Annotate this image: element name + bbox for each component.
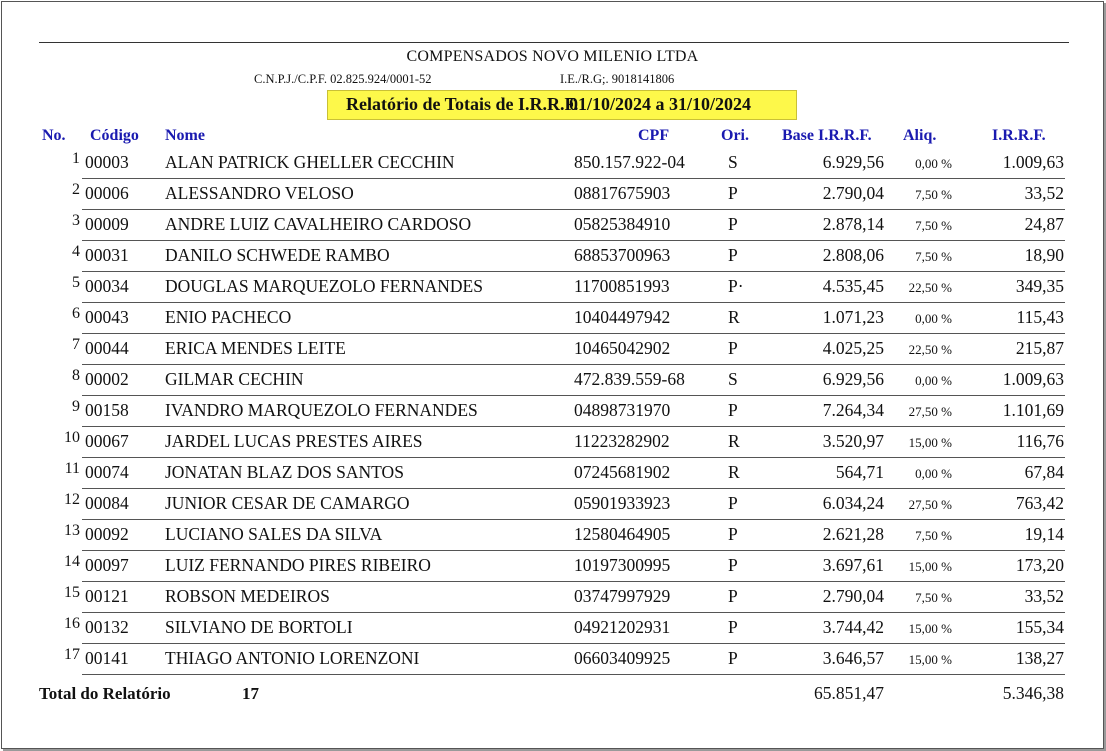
- cell-cpf: 11700851993: [574, 276, 670, 296]
- cell-base: 3.646,57: [822, 648, 884, 668]
- cell-codigo: 00006: [85, 183, 129, 203]
- table-row: [2, 334, 1103, 365]
- cell-cpf: 08817675903: [574, 183, 671, 203]
- table-row: [2, 241, 1103, 272]
- header-ori: Ori.: [721, 127, 749, 144]
- employee-table: [2, 148, 1103, 675]
- cell-no: 7: [72, 336, 80, 353]
- cell-codigo: 00043: [85, 307, 129, 327]
- cell-aliq: 7,50 %: [915, 218, 952, 233]
- cell-no: 15: [64, 584, 80, 601]
- table-row: [2, 489, 1103, 520]
- cell-irrf: 115,43: [1016, 307, 1064, 327]
- cell-irrf: 33,52: [1024, 183, 1064, 203]
- cell-codigo: 00031: [85, 245, 129, 265]
- cell-cpf: 12580464905: [574, 524, 671, 544]
- table-row: [2, 210, 1103, 241]
- cell-aliq: 27,50 %: [908, 404, 952, 419]
- cell-irrf: 215,87: [1015, 338, 1064, 358]
- cell-ori: P: [728, 183, 738, 203]
- cell-nome: LUCIANO SALES DA SILVA: [165, 524, 383, 544]
- cell-nome: IVANDRO MARQUEZOLO FERNANDES: [165, 400, 478, 420]
- total-irrf: 5.346,38: [1002, 683, 1064, 703]
- cnpj-line: C.N.P.J./C.P.F. 02.825.924/0001-52: [254, 72, 432, 86]
- total-base: 65.851,47: [814, 683, 884, 703]
- cell-aliq: 0,00 %: [915, 466, 952, 481]
- cell-ori: R: [728, 462, 740, 482]
- table-row: [2, 179, 1103, 210]
- table-row: [2, 427, 1103, 458]
- cell-base: 4.025,25: [822, 338, 884, 358]
- table-row: [2, 458, 1103, 489]
- cell-base: 4.535,45: [822, 276, 884, 296]
- table-row: [2, 365, 1103, 396]
- cell-ori: P: [728, 524, 738, 544]
- cell-aliq: 15,00 %: [908, 559, 952, 574]
- cell-aliq: 15,00 %: [908, 652, 952, 667]
- cell-base: 2.808,06: [822, 245, 884, 265]
- cell-nome: JONATAN BLAZ DOS SANTOS: [165, 462, 404, 482]
- cell-cpf: 68853700963: [574, 245, 671, 265]
- cell-no: 5: [72, 274, 80, 291]
- table-row: [2, 148, 1103, 179]
- cell-cpf: 06603409925: [574, 648, 671, 668]
- cell-no: 10: [64, 429, 80, 446]
- cell-irrf: 67,84: [1024, 462, 1064, 482]
- cell-codigo: 00002: [85, 369, 129, 389]
- cell-base: 1.071,23: [822, 307, 884, 327]
- cell-aliq: 15,00 %: [908, 435, 952, 450]
- cell-cpf: 07245681902: [574, 462, 671, 482]
- cell-codigo: 00044: [85, 338, 129, 358]
- table-row: [2, 582, 1103, 613]
- cell-cpf: 850.157.922-04: [574, 152, 685, 172]
- cell-nome: ROBSON MEDEIROS: [165, 586, 330, 606]
- cell-irrf: 173,20: [1015, 555, 1064, 575]
- cell-irrf: 155,34: [1015, 617, 1064, 637]
- cell-no: 16: [64, 615, 80, 632]
- cell-base: 6.034,24: [822, 493, 884, 513]
- cell-aliq: 7,50 %: [915, 590, 952, 605]
- cell-nome: GILMAR CECHIN: [165, 369, 304, 389]
- cell-irrf: 18,90: [1024, 245, 1064, 265]
- cell-base: 3.520,97: [822, 431, 884, 451]
- cell-base: 564,71: [835, 462, 884, 482]
- cell-no: 3: [72, 212, 80, 229]
- cell-cpf: 05825384910: [574, 214, 671, 234]
- table-row: [2, 644, 1103, 675]
- cell-codigo: 00141: [85, 648, 129, 668]
- cell-ori: P: [728, 214, 738, 234]
- cell-codigo: 00084: [85, 493, 129, 513]
- cell-ori: P: [728, 555, 738, 575]
- table-row: [2, 303, 1103, 334]
- cell-ori: S: [728, 369, 738, 389]
- cell-irrf: 763,42: [1015, 493, 1064, 513]
- cell-aliq: 0,00 %: [915, 373, 952, 388]
- cell-aliq: 7,50 %: [915, 249, 952, 264]
- cell-irrf: 349,35: [1015, 276, 1064, 296]
- table-row: [2, 520, 1103, 551]
- header-aliq: Aliq.: [903, 127, 937, 144]
- cell-ori: R: [728, 431, 740, 451]
- cell-aliq: 7,50 %: [915, 187, 952, 202]
- cell-codigo: 00034: [85, 276, 129, 296]
- cell-nome: DANILO SCHWEDE RAMBO: [165, 245, 390, 265]
- cell-base: 3.697,61: [822, 555, 884, 575]
- cell-nome: ALESSANDRO VELOSO: [165, 183, 354, 203]
- cell-irrf: 1.009,63: [1002, 369, 1064, 389]
- cell-base: 2.790,04: [822, 586, 884, 606]
- cell-codigo: 00092: [85, 524, 129, 544]
- cell-cpf: 10465042902: [574, 338, 671, 358]
- cell-irrf: 1.009,63: [1002, 152, 1064, 172]
- cell-irrf: 19,14: [1024, 524, 1064, 544]
- cell-aliq: 0,00 %: [915, 156, 952, 171]
- cell-base: 2.621,28: [822, 524, 884, 544]
- top-rule: [39, 42, 1069, 43]
- cell-cpf: 05901933923: [574, 493, 671, 513]
- cell-ori: P: [728, 245, 738, 265]
- cell-no: 12: [64, 491, 80, 508]
- cell-aliq: 0,00 %: [915, 311, 952, 326]
- cell-codigo: 00003: [85, 152, 129, 172]
- cell-codigo: 00121: [85, 586, 129, 606]
- company-name: COMPENSADOS NOVO MILENIO LTDA: [406, 48, 699, 65]
- cell-no: 13: [64, 522, 80, 539]
- header-cpf: CPF: [638, 127, 670, 144]
- cell-base: 2.790,04: [822, 183, 884, 203]
- row-divider: [82, 674, 1065, 675]
- cell-codigo: 00132: [85, 617, 129, 637]
- cell-nome: JUNIOR CESAR DE CAMARGO: [165, 493, 410, 513]
- cell-irrf: 24,87: [1024, 214, 1064, 234]
- cell-ori: P: [728, 338, 738, 358]
- cell-nome: ALAN PATRICK GHELLER CECCHIN: [165, 152, 455, 172]
- cell-base: 3.744,42: [822, 617, 884, 637]
- cell-aliq: 22,50 %: [908, 280, 952, 295]
- cell-cpf: 10197300995: [574, 555, 671, 575]
- cell-nome: LUIZ FERNANDO PIRES RIBEIRO: [165, 555, 431, 575]
- cell-nome: THIAGO ANTONIO LORENZONI: [165, 648, 420, 668]
- cell-ori: P: [728, 493, 738, 513]
- cell-no: 2: [72, 181, 80, 198]
- cell-codigo: 00158: [85, 400, 129, 420]
- cell-codigo: 00067: [85, 431, 129, 451]
- cell-aliq: 27,50 %: [908, 497, 952, 512]
- cell-nome: ENIO PACHECO: [165, 307, 292, 327]
- cell-aliq: 7,50 %: [915, 528, 952, 543]
- cell-cpf: 11223282902: [574, 431, 670, 451]
- cell-base: 6.929,56: [822, 369, 884, 389]
- cell-nome: SILVIANO DE BORTOLI: [165, 617, 353, 637]
- cell-nome: DOUGLAS MARQUEZOLO FERNANDES: [165, 276, 483, 296]
- cell-cpf: 10404497942: [574, 307, 671, 327]
- cell-base: 7.264,34: [822, 400, 884, 420]
- cell-ori: S: [728, 152, 738, 172]
- cell-ori: P·: [728, 276, 744, 296]
- table-row: [2, 396, 1103, 427]
- cell-nome: ERICA MENDES LEITE: [165, 338, 346, 358]
- cell-base: 6.929,56: [822, 152, 884, 172]
- cell-no: 1: [72, 150, 80, 167]
- header-base: Base I.R.R.F.: [782, 127, 872, 144]
- cell-no: 6: [72, 305, 80, 322]
- total-label: Total do Relatório: [39, 684, 171, 703]
- cell-no: 8: [72, 367, 80, 384]
- header-nome: Nome: [165, 127, 205, 144]
- header-irrf: I.R.R.F.: [992, 127, 1046, 144]
- cell-cpf: 03747997929: [574, 586, 671, 606]
- cell-aliq: 15,00 %: [908, 621, 952, 636]
- cell-no: 4: [72, 243, 80, 260]
- cell-irrf: 33,52: [1024, 586, 1064, 606]
- cell-ori: R: [728, 307, 740, 327]
- cell-irrf: 116,76: [1016, 431, 1064, 451]
- header-no: No.: [42, 127, 66, 144]
- cell-irrf: 1.101,69: [1002, 400, 1064, 420]
- table-row: [2, 272, 1103, 303]
- cell-ori: P: [728, 400, 738, 420]
- report-page: [1, 1, 1104, 749]
- cell-nome: ANDRE LUIZ CAVALHEIRO CARDOSO: [165, 214, 472, 234]
- cell-cpf: 04921202931: [574, 617, 671, 637]
- cell-nome: JARDEL LUCAS PRESTES AIRES: [165, 431, 423, 451]
- cell-codigo: 00009: [85, 214, 129, 234]
- header-codigo: Código: [90, 127, 139, 144]
- report-title: Relatório de Totais de I.R.R.F.: [346, 94, 579, 114]
- cell-ori: P: [728, 586, 738, 606]
- cell-ori: P: [728, 648, 738, 668]
- cell-irrf: 138,27: [1015, 648, 1064, 668]
- cell-no: 11: [64, 460, 80, 477]
- cell-cpf: 04898731970: [574, 400, 671, 420]
- cell-no: 9: [72, 398, 80, 415]
- report-period: 01/10/2024 a 31/10/2024: [569, 94, 752, 114]
- table-row: [2, 613, 1103, 644]
- cell-aliq: 22,50 %: [908, 342, 952, 357]
- cell-codigo: 00097: [85, 555, 129, 575]
- cell-ori: P: [728, 617, 738, 637]
- cell-codigo: 00074: [85, 462, 129, 482]
- cell-no: 14: [64, 553, 80, 570]
- cell-base: 2.878,14: [822, 214, 884, 234]
- table-row: [2, 551, 1103, 582]
- cell-no: 17: [64, 646, 80, 663]
- cell-cpf: 472.839.559-68: [574, 369, 685, 389]
- total-count: 17: [242, 684, 259, 703]
- ie-line: I.E./R.G;. 9018141806: [560, 72, 675, 86]
